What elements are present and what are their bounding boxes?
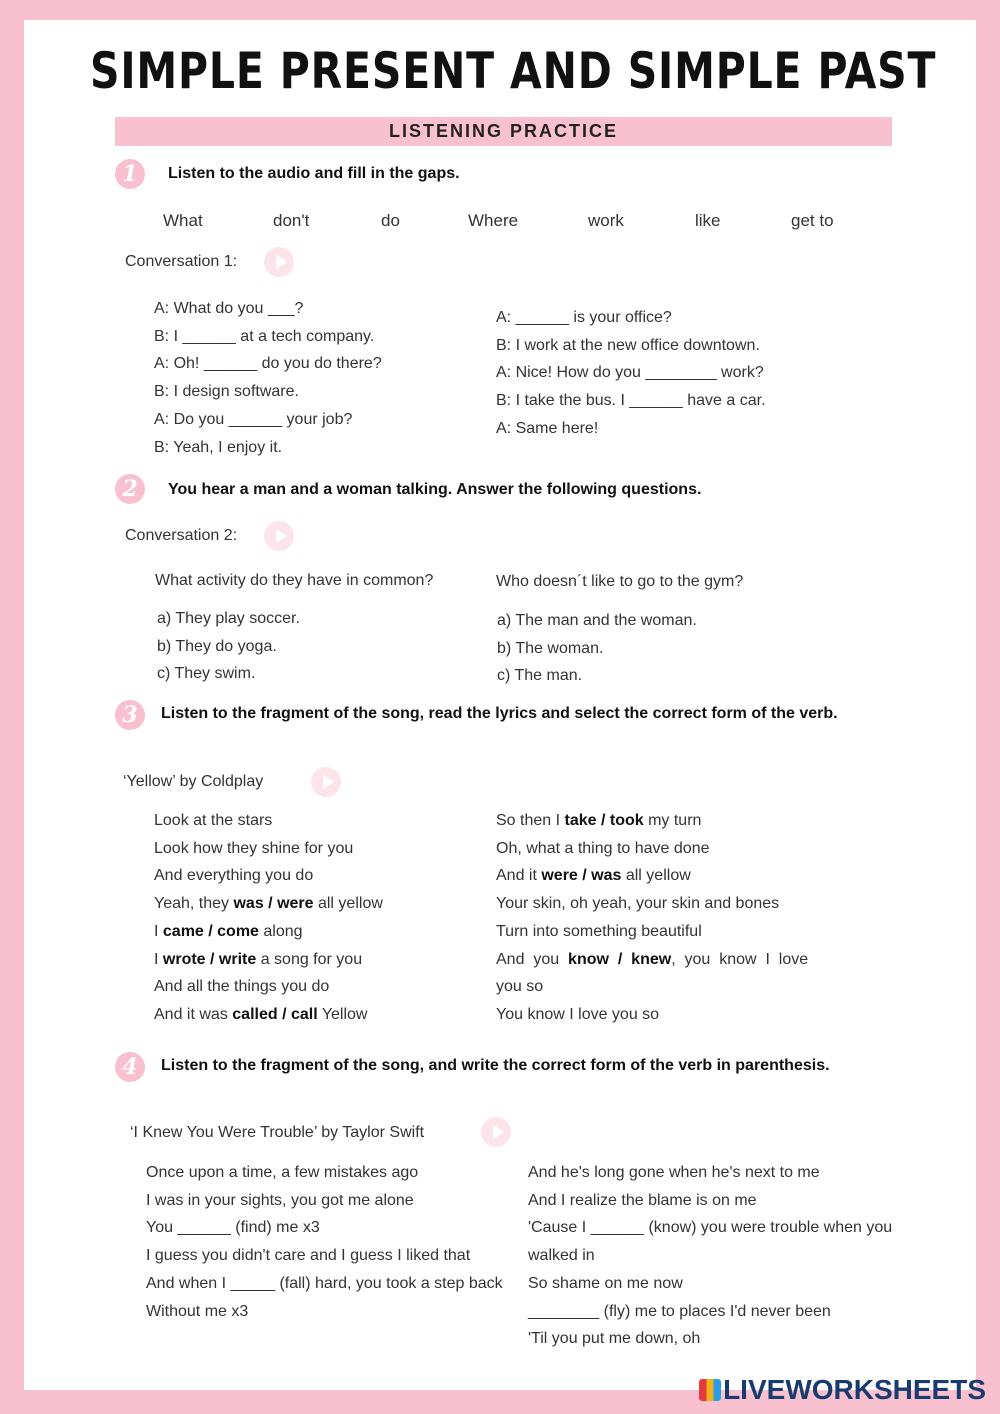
subtitle-band: LISTENING PRACTICE <box>115 117 892 146</box>
word-bank-item: What <box>163 211 203 230</box>
lyric-line: Oh, what a thing to have done <box>496 839 710 857</box>
lyric-line: So shame on me now <box>528 1274 683 1292</box>
dialogue-line: B: I work at the new office downtown. <box>496 336 760 354</box>
answer-option[interactable]: b) They do yoga. <box>157 637 277 655</box>
section-4-number: 4 <box>115 1052 145 1082</box>
word-bank-item: like <box>695 211 721 230</box>
section-2-number: 2 <box>115 474 145 504</box>
lyric-line: Without me x3 <box>146 1302 249 1320</box>
word-bank-item: work <box>588 211 624 230</box>
lyric-line: Your skin, oh yeah, your skin and bones <box>496 895 780 913</box>
verb-choice[interactable]: was / were <box>233 895 314 913</box>
word-bank-item: Where <box>468 211 519 230</box>
lyric-line: And all the things you do <box>154 978 330 996</box>
lyric-line: you so <box>496 978 544 996</box>
page-title: SIMPLE PRESENT AND SIMPLE PAST <box>90 42 937 100</box>
lyric-line: So then I take / took my turn <box>496 812 702 829</box>
answer-option[interactable]: a) The man and the woman. <box>497 612 697 629</box>
lyric-line: 'Cause I ______ (know) you were trouble when you walked in <box>528 1219 893 1265</box>
question-text: Who doesn´t like to go to the gym? <box>496 573 744 590</box>
play-audio-button[interactable] <box>481 1117 511 1147</box>
section-1-number: 1 <box>115 159 145 189</box>
conversation-2-label: Conversation 2: <box>125 527 238 544</box>
conversation-1-right <box>496 304 766 443</box>
lyric-line: I guess you didn't care and I guess I liked that <box>146 1247 471 1265</box>
liveworksheets-logo: LIVEWORKSHEETS <box>699 1374 986 1406</box>
dialogue-line: A: ______ is your office? <box>496 309 672 326</box>
dialogue-line: B: Yeah, I enjoy it. <box>154 438 283 456</box>
answer-option[interactable]: b) The woman. <box>497 639 604 657</box>
section-1-instruction: Listen to the audio and fill in the gaps. <box>168 165 460 182</box>
word-bank-item: get to <box>791 211 834 230</box>
section-4-instruction: Listen to the fragment of the song, and write the correct form of the verb in parenthesis. <box>161 1057 830 1074</box>
song-2-label: ‘I Knew You Were Trouble’ by Taylor Swift <box>130 1124 425 1141</box>
song-2-lyrics-right <box>528 1159 893 1353</box>
dialogue-line: A: Same here! <box>496 419 599 437</box>
section-3-number: 3 <box>115 700 145 730</box>
answer-option[interactable]: c) The man. <box>497 667 583 685</box>
verb-choice[interactable]: called / call <box>232 1005 318 1023</box>
dialogue-line: B: I take the bus. I ______ have a car. <box>496 392 766 410</box>
lyric-line: Look at the stars <box>154 812 273 829</box>
question-1-options <box>157 605 300 688</box>
lyric-line: Yeah, they was / were all yellow <box>154 895 383 913</box>
lyric-line: You ______ (find) me x3 <box>146 1219 320 1237</box>
lyric-line: ________ (fly) me to places I'd never been <box>528 1302 831 1320</box>
conversation-1-label: Conversation 1: <box>125 253 238 270</box>
lyric-line: 'Til you put me down, oh <box>528 1330 701 1348</box>
dialogue-line: B: I ______ at a tech company. <box>154 327 375 345</box>
song-1-lyrics-left <box>154 807 383 1029</box>
dialogue-line: A: Do you ______ your job? <box>154 410 353 428</box>
lyric-line: And when I _____ (fall) hard, you took a step back <box>146 1274 503 1292</box>
word-bank-item: do <box>381 211 400 230</box>
conversation-1-left <box>154 295 382 461</box>
lyric-line: I was in your sights, you got me alone <box>146 1191 414 1209</box>
song-1-lyrics-right <box>496 807 808 1029</box>
dialogue-line: A: Nice! How do you ________ work? <box>496 364 764 382</box>
lyric-line: You know I love you so <box>496 1005 660 1023</box>
logo-icon <box>699 1379 721 1401</box>
lyric-line: Look how they shine for you <box>154 839 354 857</box>
dialogue-line: B: I design software. <box>154 383 299 401</box>
section-2-instruction: You hear a man and a woman talking. Answer the following questions. <box>168 481 702 498</box>
verb-choice[interactable]: were / was <box>541 867 622 885</box>
lyric-line: And he's long gone when he's next to me <box>528 1164 820 1181</box>
question-text: What activity do they have in common? <box>155 572 434 589</box>
question-1 <box>155 567 433 595</box>
song-2-lyrics-left <box>146 1159 511 1325</box>
lyric-line: Turn into something beautiful <box>496 922 702 940</box>
lyric-line: Once upon a time, a few mistakes ago <box>146 1164 419 1181</box>
dialogue-line: A: Oh! ______ do you do there? <box>154 355 382 373</box>
lyric-line: And it was called / call Yellow <box>154 1005 368 1023</box>
answer-option[interactable]: a) They play soccer. <box>157 610 300 627</box>
word-bank-item: don't <box>273 211 310 230</box>
dialogue-line: A: What do you ___? <box>154 300 304 317</box>
section-3-instruction: Listen to the fragment of the song, read the lyrics and select the correct form of the verb. <box>161 705 838 722</box>
lyric-line: I came / come along <box>154 922 303 940</box>
verb-choice[interactable]: came / come <box>162 922 259 940</box>
lyric-line: And I realize the blame is on me <box>528 1191 757 1209</box>
answer-option[interactable]: c) They swim. <box>157 665 256 683</box>
verb-choice[interactable]: take / took <box>564 812 644 829</box>
question-2-options <box>497 607 697 690</box>
play-audio-button[interactable] <box>264 521 294 551</box>
verb-choice[interactable]: know / knew <box>568 950 672 968</box>
verb-choice[interactable]: wrote / write <box>162 950 257 968</box>
song-1-label: ‘Yellow’ by Coldplay <box>123 773 264 790</box>
question-2 <box>496 568 743 596</box>
lyric-line: And everything you do <box>154 867 314 885</box>
play-audio-button[interactable] <box>311 767 341 797</box>
play-audio-button[interactable] <box>264 247 294 277</box>
lyric-line: And you know / knew, you know I love <box>496 950 809 968</box>
lyric-line: I wrote / write a song for you <box>154 950 363 968</box>
lyric-line: And it were / was all yellow <box>496 867 691 885</box>
